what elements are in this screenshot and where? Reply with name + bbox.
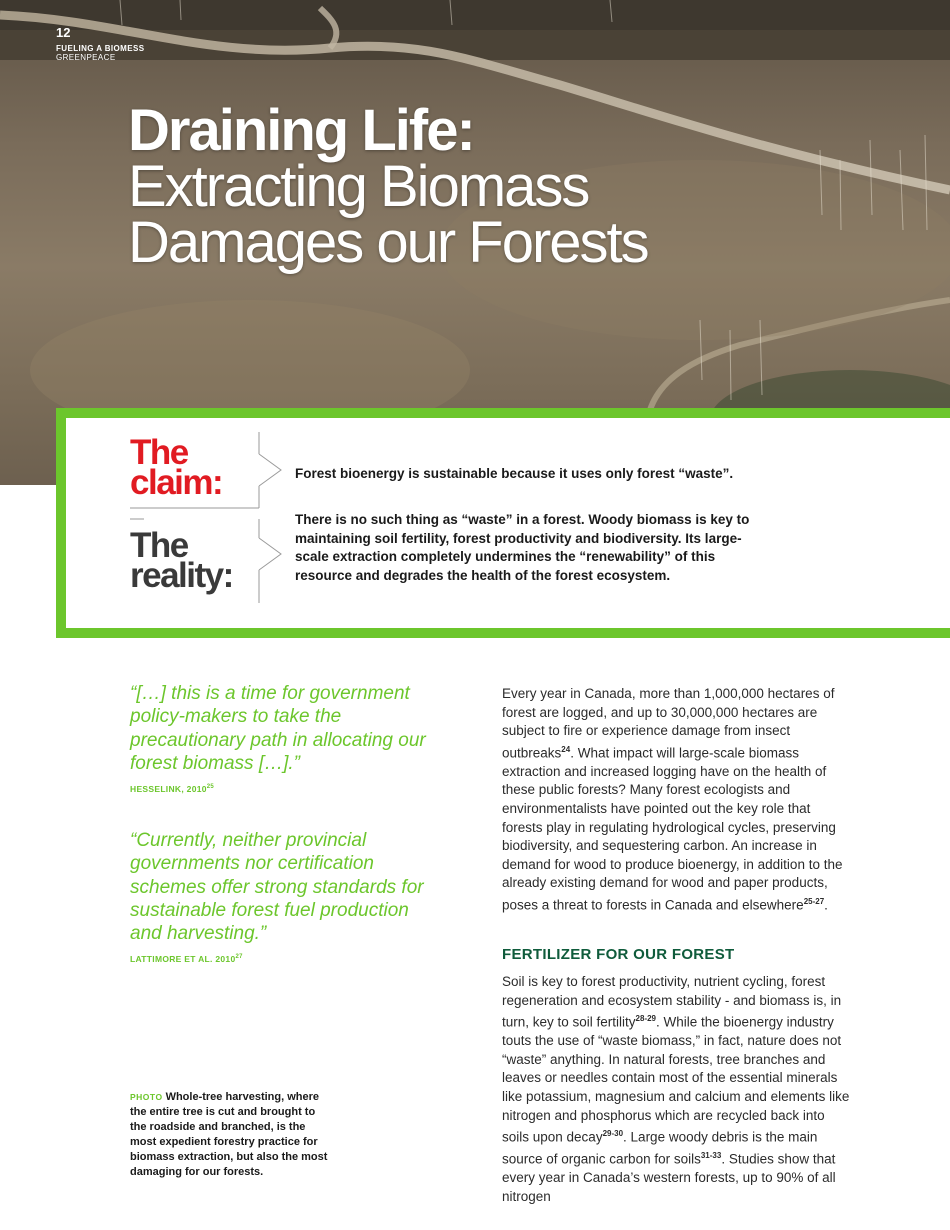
footnote-ref: 29-30 — [602, 1129, 624, 1139]
pull-quote: “[…] this is a time for government policy-makers to take the precautionary path in allocating our forest biomass […].” — [130, 683, 426, 774]
footnote-ref: 28-29 — [635, 1014, 657, 1024]
attribution-text: LATTIMORE ET AL. 2010 — [130, 954, 236, 964]
body-text: . What impact will large-scale biomass extraction and increased logging have on the health of these public forests? Many forest ecologists and environmentalists have pointed out the key role that forests play in regulating hydrological cycles, preserving biodiversity, and sequestering carbon. An increase in demand for wood to produce bioenergy, in addition to the already existing demand for wood and paper products, poses a threat to forests in Canada and elsewhere — [502, 745, 843, 913]
quote-attribution — [130, 954, 243, 964]
body-text: . — [824, 897, 828, 913]
title-line-1: Draining Life: — [128, 98, 474, 163]
pull-quote: “Currently, neither provincial governments nor certification schemes offer strong standards for sustainable forest fuel production and harvesting.” — [130, 830, 424, 945]
attribution-reference: 25 — [206, 784, 215, 791]
body-text: . While the bioenergy industry touts the use of “waste biomass,” in fact, nature does not “waste” anything. In natural forests, tree branches and leaves or needles contain most of the essential minerals like potassium, magnesium and calcium and elements like nitrogen and phosphorus which are recycled back into soils upon decay — [502, 1014, 850, 1145]
footnote-ref: 31-33 — [700, 1151, 722, 1161]
reality-label-line-2: reality: — [130, 556, 233, 595]
body-text: . Large woody debris is the main source of organic carbon for soils — [502, 1129, 818, 1167]
body-paragraph — [502, 685, 852, 915]
title-line-3: Damages our Forests — [128, 210, 648, 275]
claim-label-line-2: claim: — [130, 463, 223, 502]
title-line-2: Extracting Biomass — [128, 154, 589, 219]
section-heading: FERTILIZER FOR OUR FOREST — [502, 946, 735, 963]
quote-attribution — [130, 784, 214, 794]
body-text: Every year in Canada, more than 1,000,000 hectares of forest are logged, and up to 30,000,000 hectares are subject to fire or experience damage from insect outbreaks — [502, 686, 835, 761]
body-text: Soil is key to forest productivity, nutrient cycling, forest regeneration and ecosystem stability - and biomass is, in turn, key to soil fertility — [502, 974, 842, 1030]
page-title — [128, 98, 648, 275]
organization-name: GREENPEACE — [56, 53, 116, 62]
publication-title: FUELING A BIOMESS — [56, 44, 145, 53]
attribution-reference: 27 — [235, 954, 243, 961]
claim-text: Forest bioenergy is sustainable because it uses only forest “waste”. — [295, 466, 734, 481]
reality-label-line-1: The — [130, 526, 188, 565]
claim-label-line-1: The — [130, 433, 188, 472]
photo-tag: PHOTO — [130, 1092, 163, 1102]
claim-label — [130, 433, 223, 502]
page-number: 12 — [56, 25, 71, 40]
photo-caption-text: Whole-tree harvesting, where the entire tree is cut and brought to the roadside and branched, is the most expedient forestry practice for biomass extraction, but also the most damaging for our forests. — [130, 1091, 328, 1179]
body-text: . Studies show that every year in Canada’s western forests, up to 90% of all nitrogen — [502, 1151, 836, 1205]
attribution-text: HESSELINK, 2010 — [130, 784, 207, 794]
photo-caption — [130, 1090, 330, 1181]
body-paragraph — [502, 973, 852, 1207]
reality-label — [130, 526, 233, 595]
footnote-ref: 24 — [561, 744, 571, 754]
footnote-ref: 25-27 — [803, 897, 825, 907]
reality-text: There is no such thing as “waste” in a forest. Woody biomass is key to maintaining soil fertility, forest productivity and biodiversity. Its large-scale extraction completely undermines the “renewability” of this resource and degrades the health of the forest ecosystem. — [295, 512, 750, 583]
